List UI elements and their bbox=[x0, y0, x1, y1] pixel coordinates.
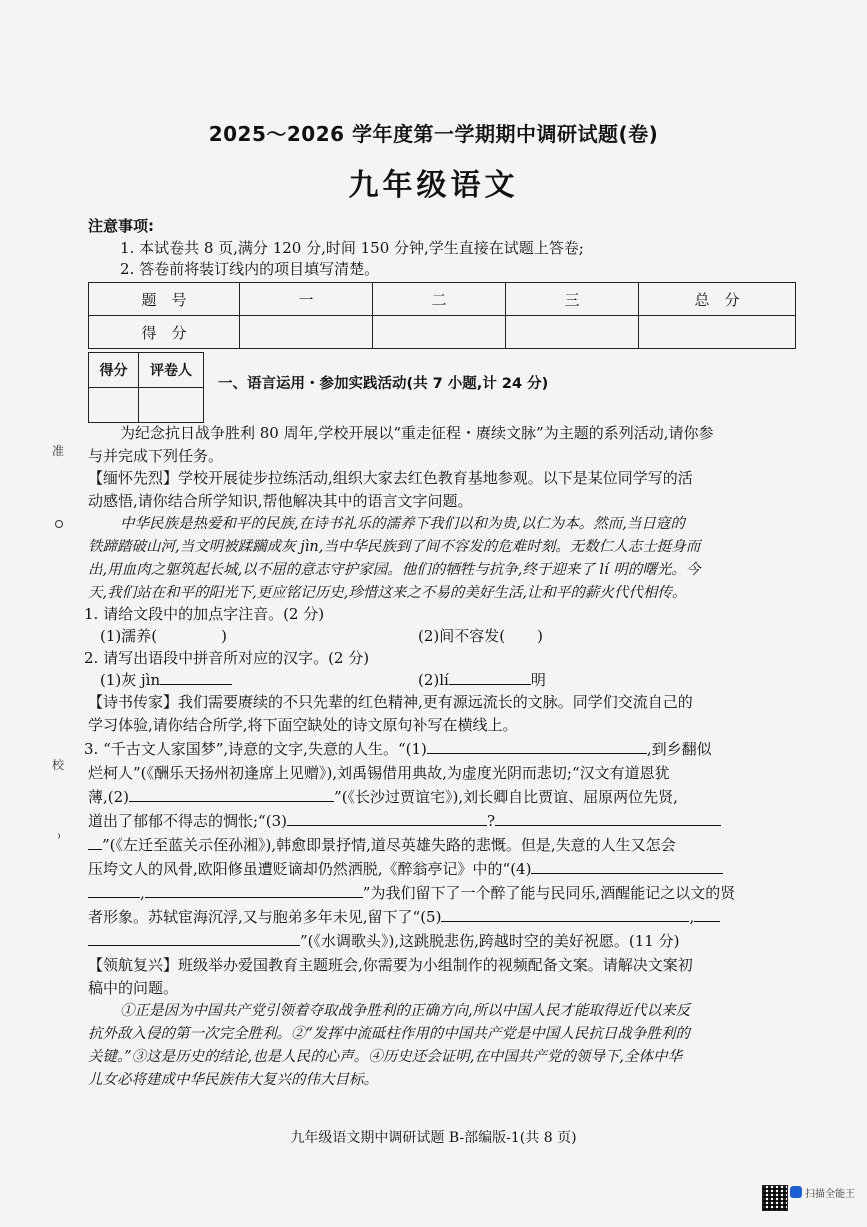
q1-part-b-close: ) bbox=[537, 627, 543, 645]
q3-line-7 bbox=[88, 881, 735, 905]
passage-line-1: 中华民族是热爱和平的民族,在诗书礼乐的濡养下我们以和为贵,以仁为本。然而,当日寇的 bbox=[120, 516, 685, 532]
task1-line-2: 动感悟,请你结合所学知识,帮他解决其中的语言文字问题。 bbox=[88, 492, 473, 510]
q3-blank-1[interactable] bbox=[427, 737, 647, 754]
binding-hole bbox=[55, 520, 63, 528]
task3-line-1: 【领航复兴】班级举办爱国教育主题班会,你需要为小组制作的视频配备文案。请解决文案初 bbox=[88, 956, 693, 974]
q3-line-5 bbox=[88, 833, 676, 857]
q3-text: , bbox=[689, 908, 695, 926]
q3-blank-5c[interactable] bbox=[88, 929, 300, 946]
notice-item-2: 2. 答卷前将装订线内的项目填写清楚。 bbox=[120, 260, 380, 278]
q1-part-a bbox=[100, 624, 227, 648]
q3-blank-4a[interactable] bbox=[531, 857, 723, 874]
q3-line-6 bbox=[88, 857, 723, 881]
score-field[interactable] bbox=[506, 316, 639, 349]
binding-hole bbox=[55, 833, 60, 839]
score-cell-total: 总 分 bbox=[639, 283, 796, 316]
exam-title: 2025～2026 学年度第一学期期中调研试题(卷) bbox=[208, 122, 659, 146]
passage-line-2: 铁蹄踏破山河,当文明被蹂躏成灰 jìn,当中华民族到了间不容发的危难时刻。无数仁人志士挺身而 bbox=[88, 539, 701, 555]
score-field[interactable] bbox=[639, 316, 796, 349]
passage-line-3: 出,用血肉之躯筑起长城,以不屈的意志守护家园。他们的牺牲与抗争,终于迎来了 lí 明的曙光。今 bbox=[88, 562, 701, 578]
q3-text: 薄,(2) bbox=[88, 788, 130, 806]
draft-line-2: 抗外敌入侵的第一次完全胜利。②“发挥中流砥柱作用的中国共产党是中国人民抗日战争胜利的 bbox=[88, 1026, 690, 1042]
q3-blank-4c[interactable] bbox=[145, 881, 363, 898]
q1-part-b bbox=[418, 624, 543, 648]
q3-text: 者形象。苏轼宦海沉浮,又与胞弟多年未见,留下了“(5) bbox=[88, 908, 442, 926]
q2-part-b-tail: 明 bbox=[530, 671, 546, 689]
q3-line-4 bbox=[88, 809, 721, 833]
q2-part-a-label: (1)灰 jìn bbox=[100, 671, 161, 689]
notice-heading: 注意事项: bbox=[88, 217, 154, 235]
q3-text: ”(《水调歌头》),这跳脱悲伤,跨越时空的美好祝愿。(11 分) bbox=[300, 932, 680, 950]
q2-answer-b[interactable] bbox=[449, 668, 531, 685]
intro-line-2: 与并完成下列任务。 bbox=[88, 447, 224, 465]
score-field[interactable] bbox=[240, 316, 373, 349]
exam-subtitle: 九年级语文 bbox=[348, 168, 519, 203]
q3-text: ? bbox=[486, 812, 496, 830]
q3-line-3 bbox=[88, 785, 678, 809]
q3-text: 压垮文人的风骨,欧阳修虽遭贬谪却仍然洒脱,《醉翁亭记》中的“(4) bbox=[88, 860, 532, 878]
q3-blank-5b[interactable] bbox=[694, 905, 720, 922]
q2-part-a bbox=[100, 668, 232, 692]
q1-part-a-close: ) bbox=[221, 627, 227, 645]
score-field[interactable] bbox=[373, 316, 506, 349]
q2-part-b-label: (2)lí bbox=[418, 671, 449, 689]
draft-line-4: 儿女必将建成中华民族伟大复兴的伟大目标。 bbox=[88, 1072, 378, 1088]
passage-line-4: 天,我们站在和平的阳光下,更应铭记历史,珍惜这来之不易的美好生活,让和平的薪火代代相传。 bbox=[88, 585, 687, 601]
q3-blank-4b[interactable] bbox=[88, 881, 140, 898]
grader-table bbox=[88, 352, 204, 423]
qr-code bbox=[762, 1185, 788, 1211]
q2-answer-a[interactable] bbox=[160, 668, 232, 685]
q2-stem: 2. 请写出语段中拼音所对应的汉字。(2 分) bbox=[84, 649, 370, 667]
q3-line-2: 烂柯人”(《酬乐天扬州初逢席上见赠》),刘禹锡借用典故,为虚度光阴而悲切;“汉文有道恩犹 bbox=[88, 764, 670, 782]
task1-line-1: 【缅怀先烈】学校开展徒步拉练活动,组织大家去红色教育基地参观。以下是某位同学写的活 bbox=[88, 469, 693, 487]
q3-line-1 bbox=[84, 737, 712, 761]
q3-text: ”为我们留下了一个醉了能与民同乐,酒醒能记之以文的贤 bbox=[362, 884, 736, 902]
q3-text: ”(《长沙过贾谊宅》),刘长卿自比贾谊、屈原两位先贤, bbox=[334, 788, 678, 806]
section-title: 一、语言运用・参加实践活动(共 7 小题,计 24 分) bbox=[218, 376, 549, 392]
grader-name-field[interactable] bbox=[139, 388, 204, 423]
q3-line-8 bbox=[88, 905, 720, 929]
grader-score-label: 得分 bbox=[89, 353, 139, 388]
q3-text: , bbox=[140, 884, 145, 902]
draft-line-1: ①正是因为中国共产党引领着夺取战争胜利的正确方向,所以中国人民才能取得近代以来反 bbox=[120, 1003, 691, 1019]
q3-blank-3a[interactable] bbox=[287, 809, 487, 826]
q3-text: 道出了郁郁不得志的惆怅;“(3) bbox=[88, 812, 287, 830]
grader-score-field[interactable] bbox=[89, 388, 139, 423]
page-footer: 九年级语文期中调研试题 B-部编版-1(共 8 页) bbox=[290, 1130, 577, 1146]
q3-text: ,到乡翻似 bbox=[646, 740, 712, 758]
task3-line-2: 稿中的问题。 bbox=[88, 979, 179, 997]
q3-text: 3. “千古文人家国梦”,诗意的文字,失意的人生。“(1) bbox=[84, 740, 427, 758]
score-cell-part3: 三 bbox=[506, 283, 639, 316]
draft-line-3: 关键。”③这是历史的结论,也是人民的心声。④历史还会证明,在中国共产党的领导下,全体中华 bbox=[88, 1049, 682, 1065]
q1-stem: 1. 请给文段中的加点字注音。(2 分) bbox=[84, 605, 325, 623]
score-cell-label: 题 号 bbox=[89, 283, 240, 316]
q1-part-b-label: (2)间不容发( bbox=[418, 627, 506, 645]
q3-text: ”(《左迁至蓝关示侄孙湘》),韩愈即景抒情,道尽英雄失路的悲慨。但是,失意的人生又怎会 bbox=[102, 836, 676, 854]
score-table-header-row bbox=[89, 283, 796, 316]
score-table bbox=[88, 282, 796, 349]
side-mark: 准 bbox=[52, 444, 65, 458]
q3-blank-2[interactable] bbox=[129, 785, 334, 802]
score-cell-part2: 二 bbox=[373, 283, 506, 316]
q3-line-9 bbox=[88, 929, 679, 953]
watermark-text: 扫描全能王 bbox=[805, 1189, 855, 1200]
q3-blank-3c[interactable] bbox=[88, 833, 102, 850]
q1-answer-a[interactable] bbox=[157, 625, 221, 641]
q1-answer-b[interactable] bbox=[505, 625, 537, 641]
intro-line-1: 为纪念抗日战争胜利 80 周年,学校开展以“重走征程・赓续文脉”为主题的系列活动,请你参 bbox=[120, 424, 714, 442]
side-mark: 校 bbox=[52, 758, 65, 772]
q3-blank-3b[interactable] bbox=[495, 809, 721, 826]
task2-line-2: 学习体验,请你结合所学,将下面空缺处的诗文原句补写在横线上。 bbox=[88, 716, 518, 734]
task2-line-1: 【诗书传家】我们需要赓续的不只先辈的红色精神,更有源远流长的文脉。同学们交流自己的 bbox=[88, 693, 693, 711]
q3-blank-5a[interactable] bbox=[441, 905, 689, 922]
q2-part-b bbox=[418, 668, 546, 692]
score-table-value-row bbox=[89, 316, 796, 349]
score-row-label: 得 分 bbox=[89, 316, 240, 349]
grader-name-label: 评卷人 bbox=[139, 353, 204, 388]
notice-item-1: 1. 本试卷共 8 页,满分 120 分,时间 150 分钟,学生直接在试题上答卷; bbox=[120, 239, 584, 257]
q1-part-a-label: (1)濡养( bbox=[100, 627, 158, 645]
score-cell-part1: 一 bbox=[240, 283, 373, 316]
scanner-logo-icon bbox=[790, 1186, 802, 1198]
